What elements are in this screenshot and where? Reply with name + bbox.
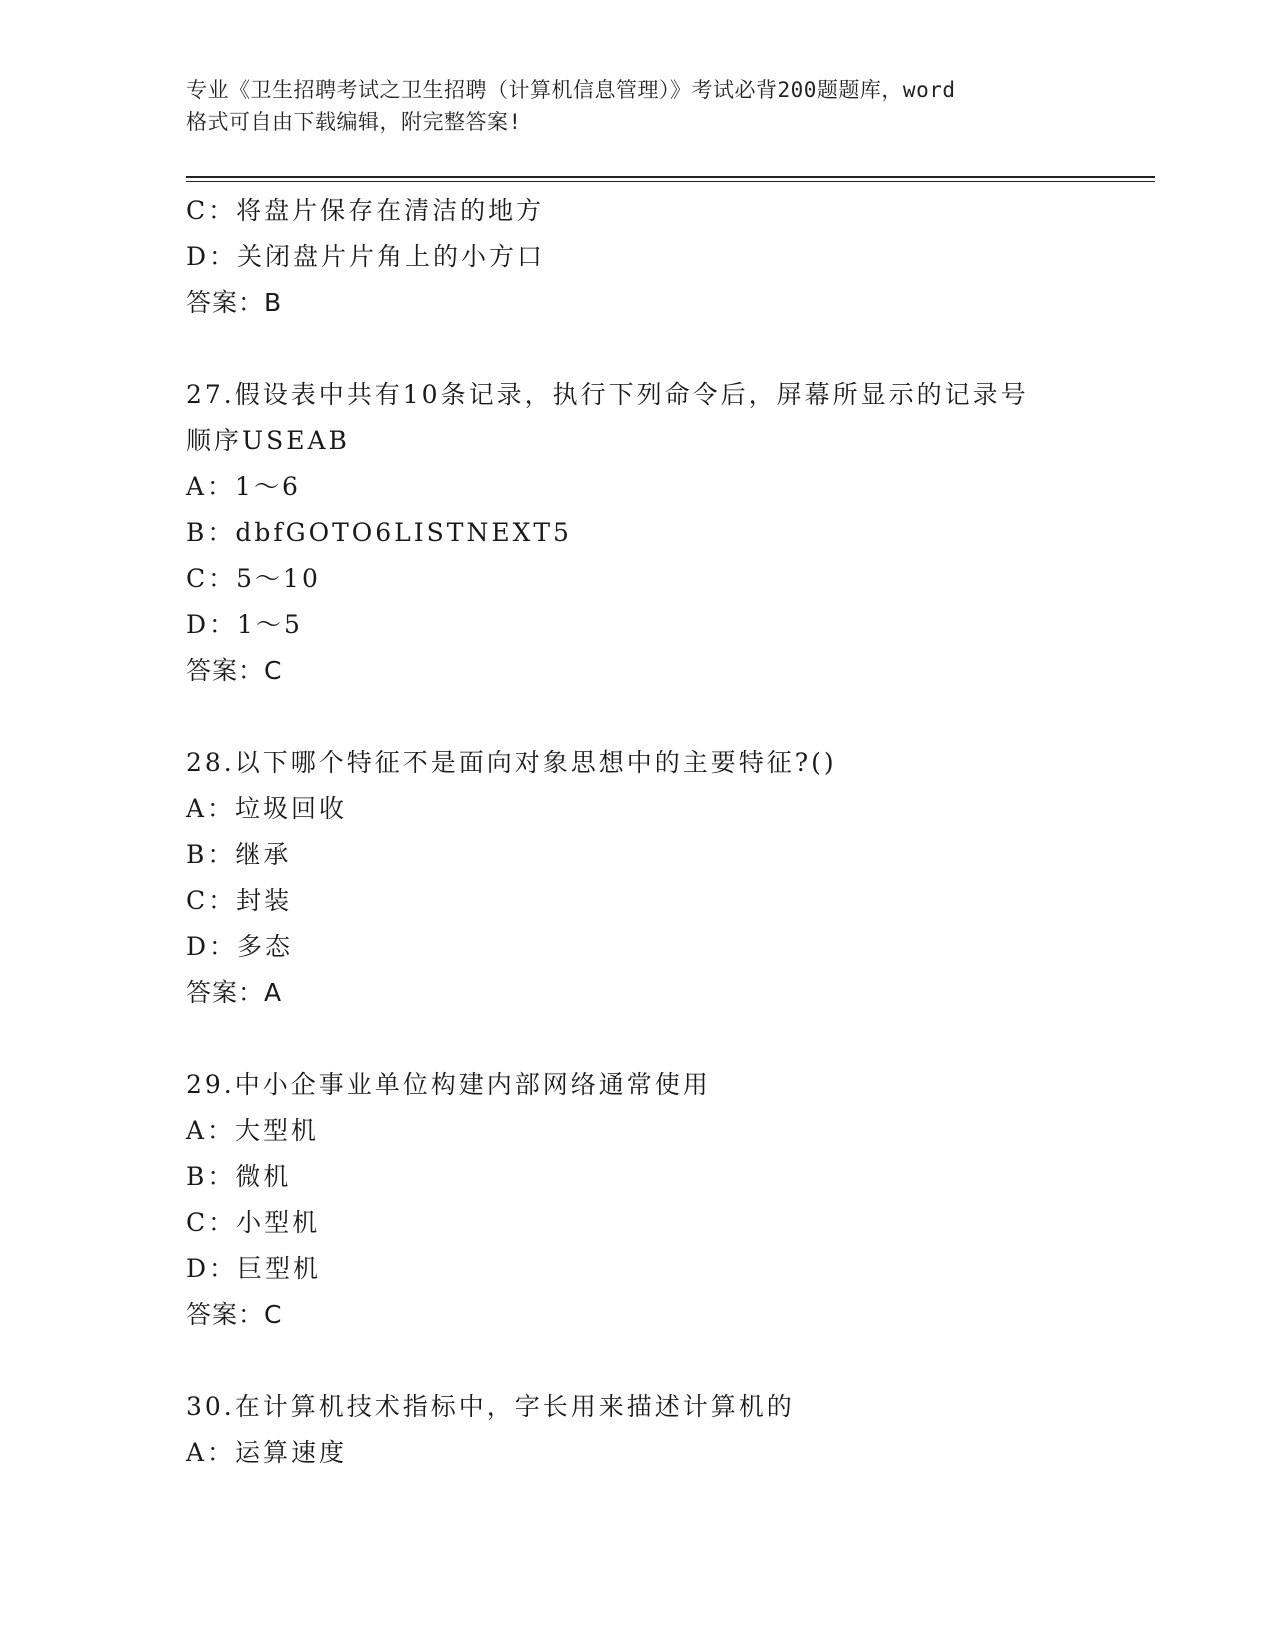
question-stem: 29.中小企事业单位构建内部网络通常使用 <box>186 1070 711 1099</box>
spacer <box>186 694 1086 740</box>
option-a: A：运算速度 <box>186 1438 348 1467</box>
option-b: B：dbfGOTO6LISTNEXT5 <box>186 518 572 547</box>
question-block-29 <box>186 1062 1086 1338</box>
option-a: A：1～6 <box>186 472 301 501</box>
option-c: C：将盘片保存在清洁的地方 <box>186 196 545 225</box>
question-block-28 <box>186 740 1086 1016</box>
question-block-30 <box>186 1384 1086 1476</box>
answer-line: 答案：B <box>186 288 283 317</box>
header-divider-thin <box>186 181 1155 182</box>
option-a: A：垃圾回收 <box>186 794 348 823</box>
answer-line: 答案：A <box>186 978 283 1007</box>
question-stem-continued: 顺序USEAB <box>186 426 350 455</box>
answer-line: 答案：C <box>186 656 283 685</box>
option-c: C：5～10 <box>186 564 321 593</box>
answer-line: 答案：C <box>186 1300 283 1329</box>
question-block-26 <box>186 188 1086 326</box>
option-d: D：巨型机 <box>186 1254 322 1283</box>
question-stem: 30.在计算机技术指标中，字长用来描述计算机的 <box>186 1392 795 1421</box>
option-d: D：关闭盘片片角上的小方口 <box>186 242 546 271</box>
spacer <box>186 1016 1086 1062</box>
question-stem: 28.以下哪个特征不是面向对象思想中的主要特征?() <box>186 748 837 777</box>
option-d: D：1～5 <box>186 610 303 639</box>
option-a: A：大型机 <box>186 1116 320 1145</box>
document-header <box>186 74 1086 138</box>
option-c: C：封装 <box>186 886 293 915</box>
question-stem: 27.假设表中共有10条记录，执行下列命令后，屏幕所显示的记录号 <box>186 380 1029 409</box>
spacer <box>186 326 1086 372</box>
option-b: B：继承 <box>186 840 292 869</box>
question-block-27 <box>186 372 1086 694</box>
option-d: D：多态 <box>186 932 294 961</box>
header-divider-thick <box>186 176 1155 178</box>
question-list <box>186 188 1086 1476</box>
spacer <box>186 1338 1086 1384</box>
header-line-1: 专业《卫生招聘考试之卫生招聘（计算机信息管理）》考试必背200题题库，word <box>186 78 956 102</box>
option-b: B：微机 <box>186 1162 292 1191</box>
header-line-2: 格式可自由下载编辑，附完整答案! <box>186 110 522 134</box>
option-c: C：小型机 <box>186 1208 321 1237</box>
